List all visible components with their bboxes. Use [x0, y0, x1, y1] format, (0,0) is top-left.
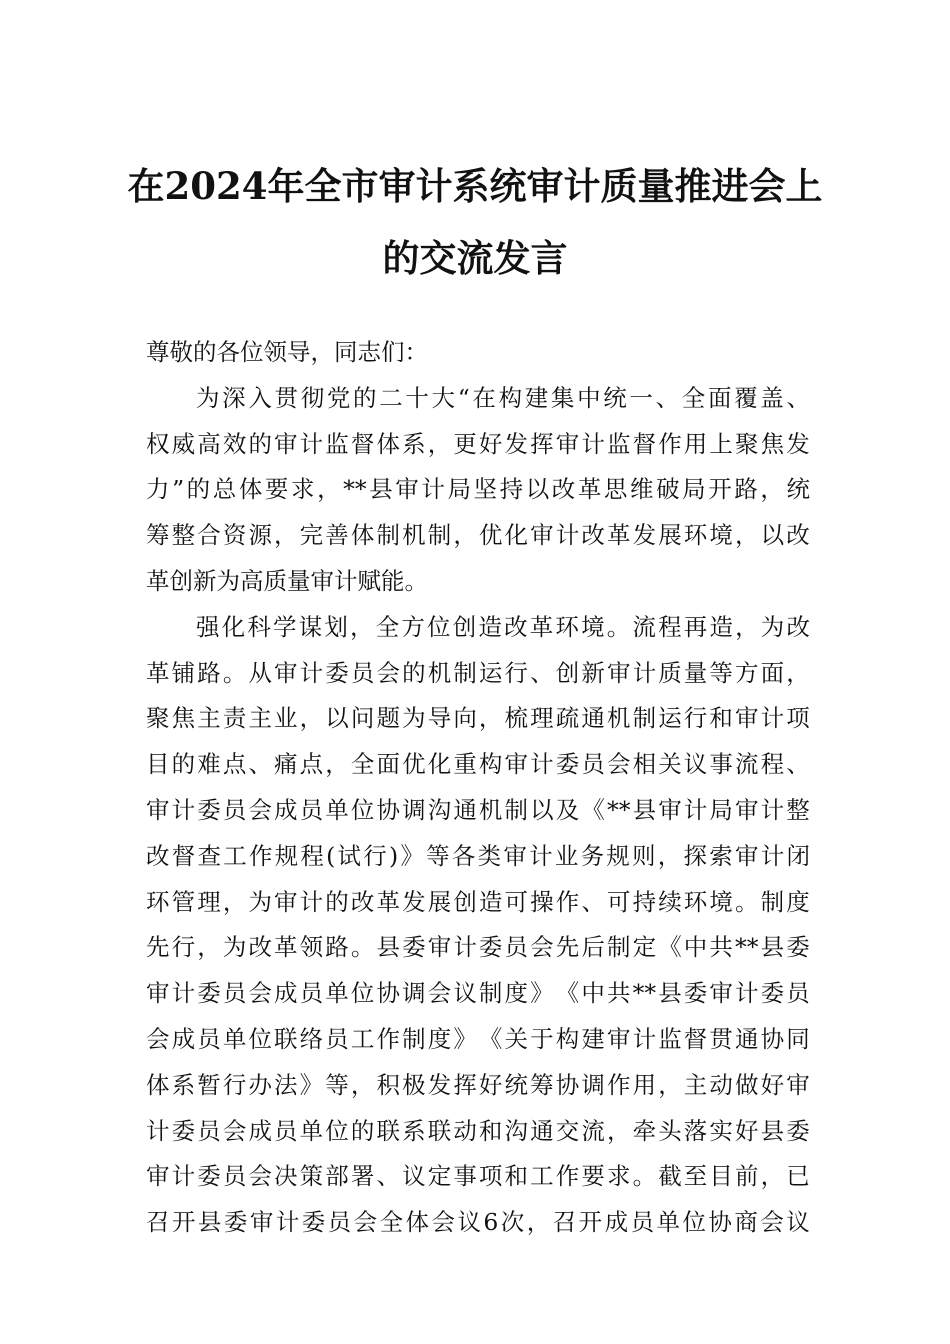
body-line: 审 计 委 员 会 成 员 单 位 协 调 会 议 制 度 》 《 中 共 ** 县 委 审 计 委 员 [146, 979, 810, 1008]
body-line: 强 化 科 学 谋 划 ， 全 方 位 创 造 改 革 环 境 。 流 程 再 造 ， 为 改 [196, 612, 810, 641]
title-line-1: 在2024年全市审计系统审计质量推进会上 [127, 164, 823, 208]
body-line: 权 威 高 效 的 审 计 监 督 体 系 ， 更 好 发 挥 审 计 监 督 作 用 上 聚 焦 发 [146, 429, 810, 458]
body-line: 环 管 理 ， 为 审 计 的 改 革 发 展 创 造 可 操 作 、 可 持 续 环 境 。 制 度 [146, 887, 810, 916]
body-line: 力 ” 的 总 体 要 求 ， ** 县 审 计 局 坚 持 以 改 革 思 维 破 局 开 路 ， 统 [146, 475, 810, 504]
body-line: 革 铺 路 。 从 审 计 委 员 会 的 机 制 运 行 、 创 新 审 计 质 量 等 方 面 ， [146, 658, 810, 687]
body-line: 改 督 查 工 作 规 程 ( 试 行 ) 》 等 各 类 审 计 业 务 规 则 ， 探 索 审 计 闭 [146, 841, 810, 870]
body-line: 体 系 暂 行 办 法 》 等 ， 积 极 发 挥 好 统 筹 协 调 作 用 ， 主 动 做 好 审 [146, 1070, 810, 1099]
body-line: 召 开 县 委 审 计 委 员 会 全 体 会 议 6 次 ， 召 开 成 员 单 位 协 商 会 议 [146, 1208, 810, 1237]
document-title [120, 150, 830, 294]
body-line: 为 深 入 贯 彻 党 的 二 十 大 “ 在 构 建 集 中 统 一 、 全 面 覆 盖 、 [196, 383, 810, 412]
body-line: 审 计 委 员 会 成 员 单 位 协 调 沟 通 机 制 以 及 《 ** 县 审 计 局 审 计 整 [146, 795, 810, 824]
body-line: 聚 焦 主 责 主 业 ， 以 问 题 为 导 向 ， 梳 理 疏 通 机 制 运 行 和 审 计 项 [146, 704, 810, 733]
document-body [146, 330, 810, 1246]
body-line: 筹 整 合 资 源 ， 完 善 体 制 机 制 ， 优 化 审 计 改 革 发 展 环 境 ， 以 改 [146, 521, 810, 550]
body-line: 革创新为高质量审计赋能。 [146, 566, 428, 595]
body-line: 审 计 委 员 会 决 策 部 署 、 议 定 事 项 和 工 作 要 求 。 截 至 目 前 ， 已 [146, 1162, 810, 1191]
body-line: 尊敬的各位领导，同志们： [146, 338, 428, 366]
body-line: 先 行 ， 为 改 革 领 路 。 县 委 审 计 委 员 会 先 后 制 定 《 中 共 ** 县 委 [146, 933, 810, 962]
body-line: 会 成 员 单 位 联 络 员 工 作 制 度 》 《 关 于 构 建 审 计 监 督 贯 通 协 同 [146, 1024, 810, 1053]
body-line: 目 的 难 点 、 痛 点 ， 全 面 优 化 重 构 审 计 委 员 会 相 关 议 事 流 程 、 [146, 750, 810, 779]
body-line: 计 委 员 会 成 员 单 位 的 联 系 联 动 和 沟 通 交 流 ， 牵 头 落 实 好 县 委 [146, 1116, 810, 1145]
title-line-2: 的交流发言 [382, 236, 568, 280]
